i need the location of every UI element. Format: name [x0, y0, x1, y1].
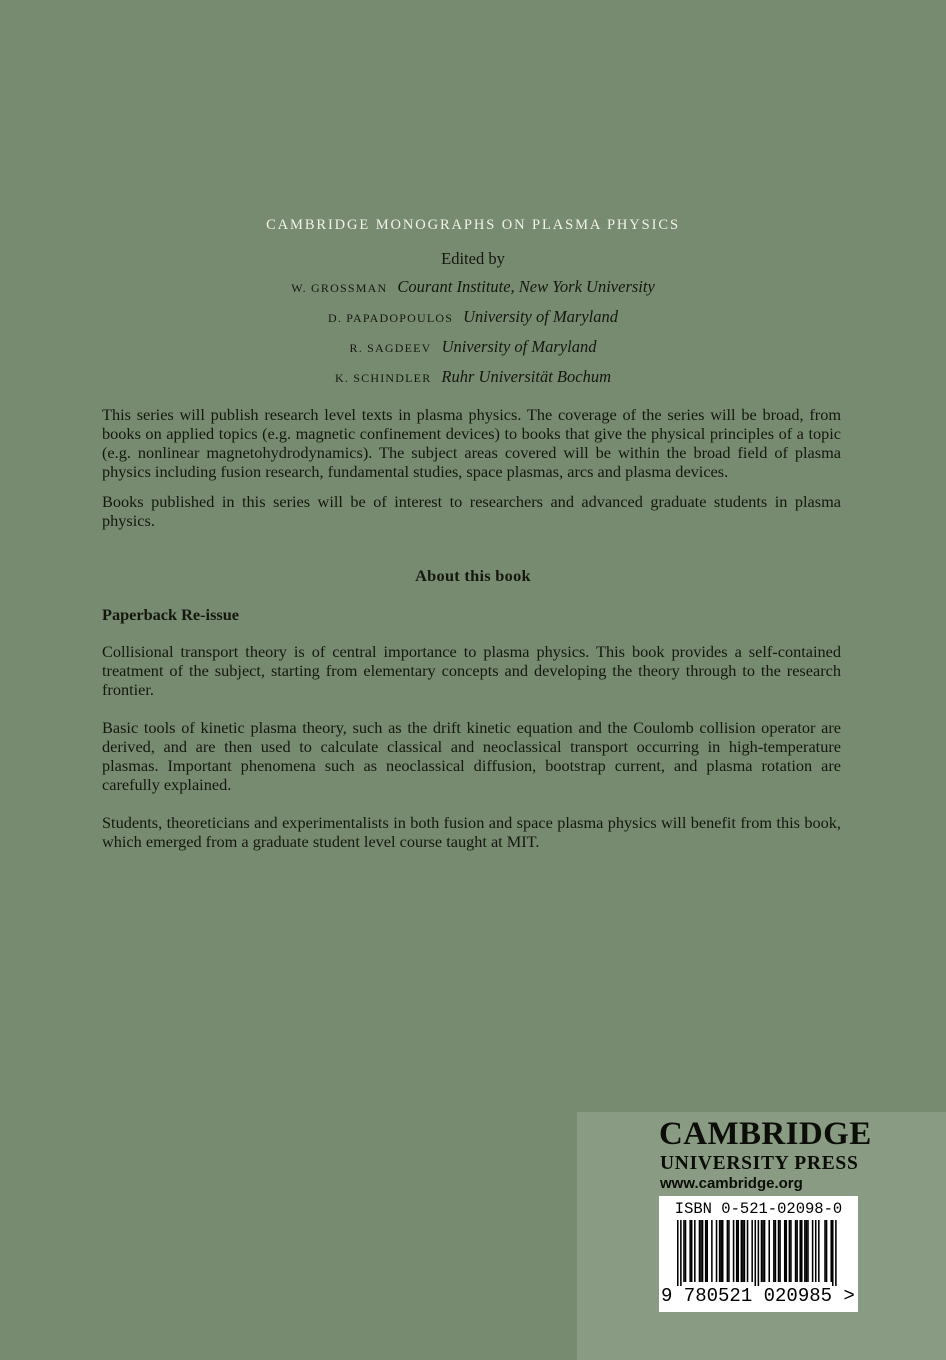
series-description: This series will publish research level texts in plasma physics. The coverage of the series will be broad, from books on applied topics (e.g. magnetic confinement devices) to books that give the physical principles of a topic (e.g. nonlinear magnetohydrodynamics). The subject areas covered will be within the broad field of plasma physics including fusion research, fundamental studies, space plasmas, arcs and plasma devices.: [102, 405, 841, 481]
editor-institution: University of Maryland: [441, 337, 597, 356]
editor-entry: [0, 277, 946, 297]
editor-entry: [0, 307, 946, 327]
isbn-barcode-box: [659, 1196, 858, 1312]
about-paragraph: Students, theoreticians and experimentalists in both fusion and space plasma physics will benefit from this book, which emerged from a graduate student level course taught at MIT.: [102, 813, 841, 851]
reissue-label: Paperback Re-issue: [102, 605, 240, 624]
editor-institution: Courant Institute, New York University: [397, 277, 655, 296]
editor-institution: Ruhr Universität Bochum: [441, 367, 611, 386]
editor-institution: University of Maryland: [463, 307, 619, 326]
publisher-url: www.cambridge.org: [660, 1175, 803, 1192]
editor-name: R. SAGDEEV: [349, 341, 432, 355]
about-paragraph: Basic tools of kinetic plasma theory, such as the drift kinetic equation and the Coulomb collision operator are derived, and are then used to calculate classical and neoclassical transport occurring in high-temperature plasmas. Important phenomena such as neoclassical diffusion, bootstrap current, and plasma rotation are carefully explained.: [102, 718, 841, 794]
editor-name: D. PAPADOPOULOS: [327, 311, 454, 325]
publisher-logo-subname: UNIVERSITY PRESS: [660, 1153, 859, 1174]
series-audience: Books published in this series will be of interest to researchers and advanced graduate students in plasma physics.: [102, 492, 841, 530]
series-title: CAMBRIDGE MONOGRAPHS ON PLASMA PHYSICS: [266, 217, 680, 233]
barcode-digits: 9 780521 020985 >: [661, 1285, 855, 1307]
isbn-label: ISBN 0-521-02098-0: [674, 1200, 843, 1218]
editor-entry: [0, 337, 946, 357]
publisher-panel: [577, 1112, 946, 1360]
editor-name: K. SCHINDLER: [335, 371, 432, 385]
editor-name: W. GROSSMAN: [291, 281, 388, 295]
editor-entry: [0, 367, 946, 387]
edited-by-label: Edited by: [441, 249, 505, 268]
about-paragraph: Collisional transport theory is of central importance to plasma physics. This book provides a self-contained treatment of the subject, starting from elementary concepts and developing the theory through to the research frontier.: [102, 642, 841, 699]
publisher-logo-name: CAMBRIDGE: [659, 1116, 872, 1152]
about-heading: About this book: [415, 566, 531, 585]
